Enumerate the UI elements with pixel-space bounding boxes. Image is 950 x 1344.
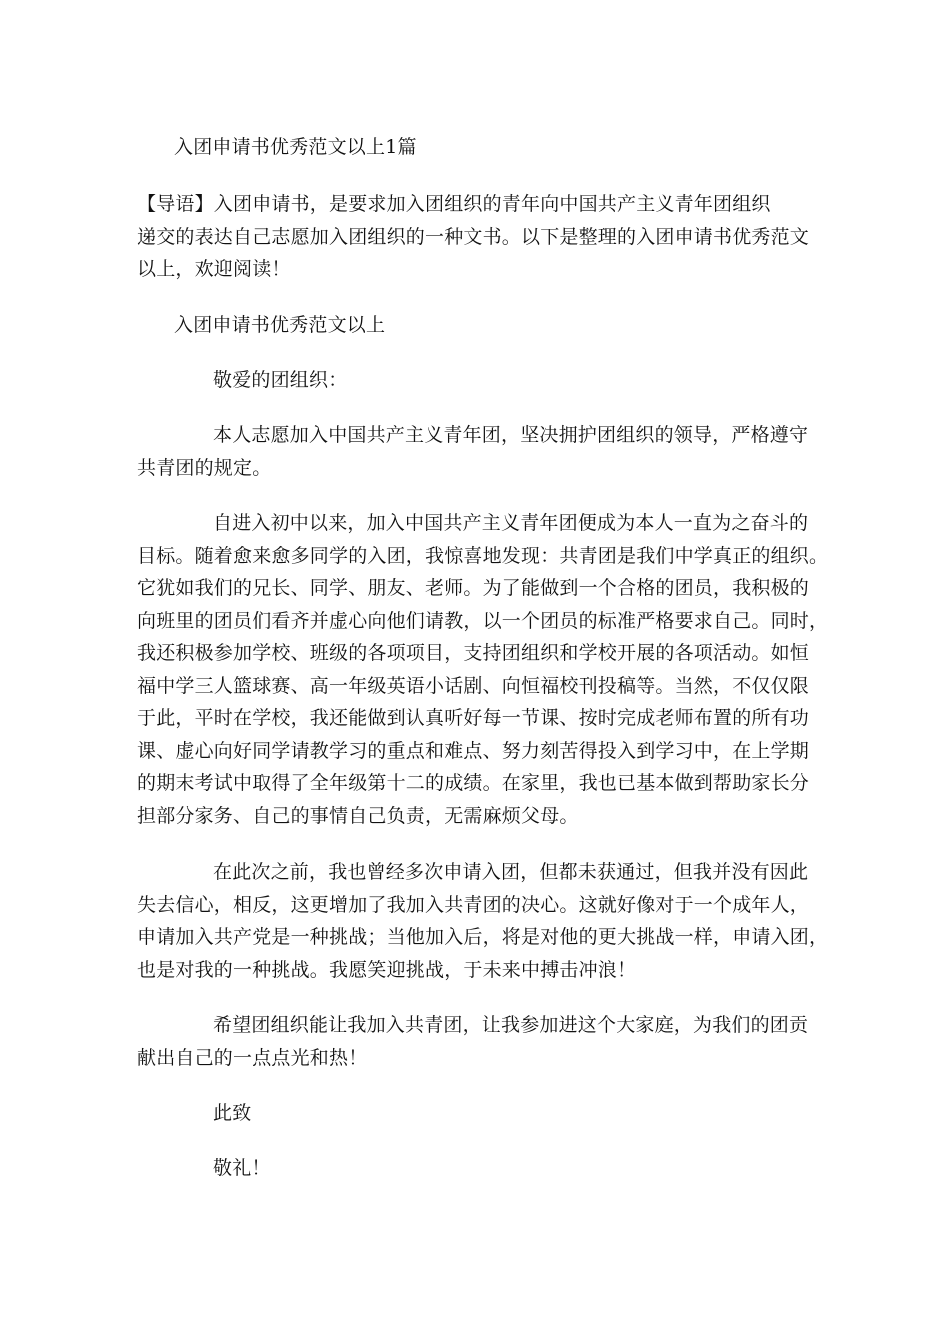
paragraph-line: 也是对我的一种挑战。我愿笑迎挑战，于未来中搏击冲浪！ <box>137 958 637 981</box>
paragraph-line: 课、虚心向好同学请教学习的重点和难点、努力刻苦得投入到学习中，在上学期 <box>137 739 810 762</box>
intro-line: 以上，欢迎阅读！ <box>137 258 291 280</box>
paragraph-line: 本人志愿加入中国共产主义青年团，坚决拥护团组织的领导，严格遵守 <box>213 424 809 446</box>
intro-line: 【导语】入团申请书，是要求加入团组织的青年向中国共产主义青年团组织 <box>137 193 771 215</box>
document-title: 入团申请书优秀范文以上1篇 <box>174 136 417 158</box>
salutation: 敬爱的团组织： <box>213 369 348 391</box>
paragraph-line: 担部分家务、自己的事情自己负责，无需麻烦父母。 <box>137 804 579 827</box>
document-subtitle: 入团申请书优秀范文以上 <box>174 314 386 336</box>
paragraph-line: 希望团组织能让我加入共青团，让我参加进这个大家庭，为我们的团贡 <box>213 1014 809 1036</box>
paragraph-line: 在此次之前，我也曾经多次申请入团，但都未获通过，但我并没有因此 <box>213 861 809 883</box>
paragraph-line: 申请加入共产党是一种挑战；当他加入后，将是对他的更大挑战一样，申请入团， <box>137 926 829 948</box>
paragraph-line: 自进入初中以来，加入中国共产主义青年团便成为本人一直为之奋斗的 <box>213 512 809 534</box>
paragraph-3 <box>137 856 829 986</box>
paragraph-line: 献出自己的一点点光和热！ <box>137 1046 368 1069</box>
paragraph-1 <box>137 419 817 484</box>
paragraph-line: 于此，平时在学校，我还能做到认真听好每一节课、按时完成老师布置的所有功 <box>137 707 810 729</box>
intro-paragraph <box>137 188 817 286</box>
closing-line-2: 敬礼！ <box>213 1157 271 1179</box>
intro-line: 递交的表达自己志愿加入团组织的一种文书。以下是整理的入团申请书优秀范文 <box>137 225 810 248</box>
paragraph-line: 它犹如我们的兄长、同学、朋友、老师。为了能做到一个合格的团员，我积极的 <box>137 577 810 599</box>
paragraph-line: 向班里的团员们看齐并虚心向他们请教，以一个团员的标准严格要求自己。同时， <box>137 609 829 632</box>
closing-line-1: 此致 <box>213 1102 252 1124</box>
paragraph-line: 共青团的规定。 <box>137 456 272 479</box>
paragraph-line: 的期末考试中取得了全年级第十二的成绩。在家里，我也已基本做到帮助家长分 <box>137 772 810 794</box>
paragraph-line: 目标。随着愈来愈多同学的入团，我惊喜地发现：共青团是我们中学真正的组织。 <box>137 544 829 567</box>
paragraph-line: 失去信心，相反，这更增加了我加入共青团的决心。这就好像对于一个成年人， <box>137 893 810 916</box>
paragraph-line: 福中学三人篮球赛、高一年级英语小话剧、向恒福校刊投稿等。当然，不仅仅限 <box>137 674 810 697</box>
paragraph-2 <box>137 507 829 832</box>
paragraph-4 <box>137 1009 817 1074</box>
paragraph-line: 我还积极参加学校、班级的各项项目，支持团组织和学校开展的各项活动。如恒 <box>137 642 810 664</box>
